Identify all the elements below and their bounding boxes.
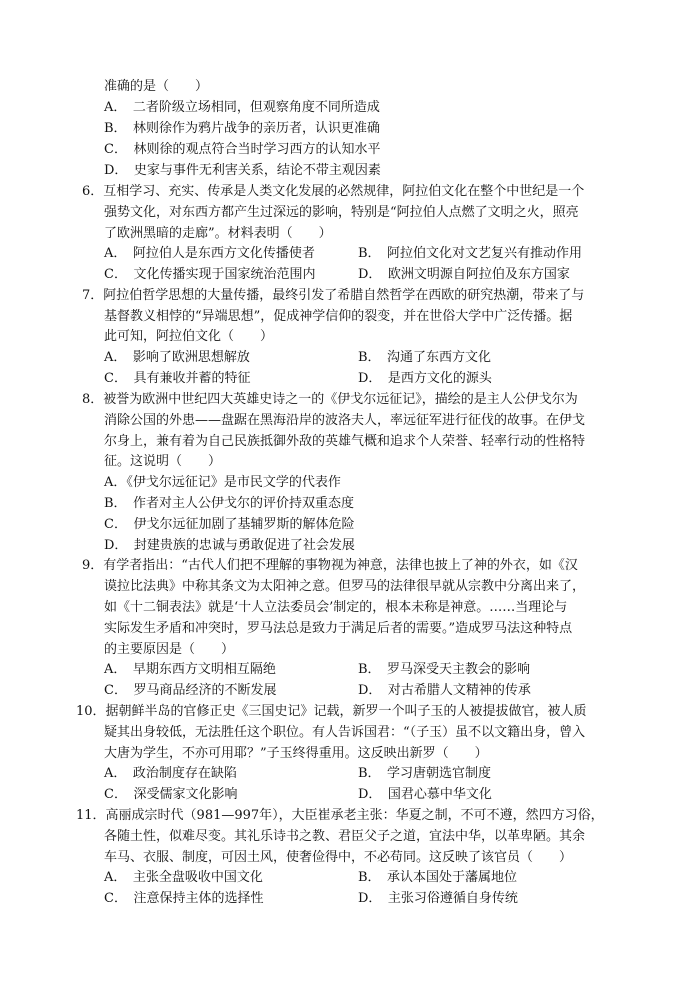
question-9-stem: 的主要原因是（ ）	[104, 642, 235, 657]
question-10-option-a: A． 政治制度存在缺陷	[104, 766, 237, 781]
option-c: C． 林则徐的观点符合当时学习西方的认知水平	[104, 142, 381, 157]
question-11-option-d: D． 主张习俗遵循自身传统	[358, 891, 518, 906]
question-9-option-a: A． 早期东西方文明相互隔绝	[104, 662, 276, 677]
question-8-stem: 消除公国的外患——盘踞在黑海沿岸的波洛夫人，率远征军进行征伐的故事。在伊戈	[104, 413, 586, 428]
question-8-option-a: A．《伊戈尔远征记》是市民文学的代表作	[104, 475, 341, 490]
question-11-option-a: A． 主张全盘吸收中国文化	[104, 870, 263, 885]
question-8-option-c: C． 伊戈尔远征加剧了基辅罗斯的解体危险	[104, 517, 355, 532]
question-9-option-b: B． 罗马深受天主教会的影响	[358, 662, 531, 677]
question-7-stem: 7．阿拉伯哲学思想的大量传播，最终引发了希腊自然哲学在西欧的研究热潮，带来了与	[82, 288, 585, 303]
option-a: A． 二者阶级立场相同，但观察角度不同所造成	[104, 100, 380, 115]
question-6-option-a: A． 阿拉伯人是东西方文化传播使者	[104, 246, 315, 261]
question-10-stem: 疑其出身较低，无法胜任这个职位。有人告诉国君：“（子玉）虽不以文籍出身，曾入	[104, 725, 586, 740]
question-8-option-b: B． 作者对主人公伊戈尔的评价持双重态度	[104, 496, 355, 511]
question-6-option-d: D． 欧洲文明源自阿拉伯及东方国家	[358, 267, 570, 282]
question-stem-continued: 准确的是（ ）	[104, 79, 209, 94]
question-7-option-c: C． 具有兼收并蓄的特征	[104, 371, 251, 386]
question-6-stem: 了欧洲黑暗的走廊”。材料表明（ ）	[104, 226, 332, 241]
question-7-option-d: D． 是西方文化的源头	[358, 371, 492, 386]
option-d: D． 史家与事件无利害关系，结论不带主观因素	[104, 163, 381, 178]
question-7-option-a: A． 影响了欧洲思想解放	[104, 350, 250, 365]
question-9-option-c: C． 罗马商品经济的不断发展	[104, 683, 277, 698]
question-10-option-b: B． 学习唐朝选官制度	[358, 766, 492, 781]
question-10-stem: 10．据朝鲜半岛的官修正史《三国史记》记载，新罗一个叫子玉的人被提拔做官，被人质	[76, 704, 587, 719]
question-6-option-c: C． 文化传播实现于国家统治范围内	[104, 267, 316, 282]
question-9-stem: 如《十二铜表法》就是‘十人立法委员会’制定的，根本未称是神意。……当理论与	[104, 600, 568, 615]
question-11-stem: 各随土性，似难尽变。其礼乐诗书之教、君臣父子之道，宜法中华，以革卑陋。其余	[104, 829, 586, 844]
question-6-option-b: B． 阿拉伯文化对文艺复兴有推动作用	[358, 246, 583, 261]
question-10-option-d: D． 国君心慕中华文化	[358, 787, 492, 802]
question-11-option-b: B． 承认本国处于藩属地位	[358, 870, 518, 885]
question-7-stem: 基督教义相悖的“异端思想”，促成神学信仰的裂变，并在世俗大学中广泛传播。据	[104, 309, 573, 324]
question-9-stem: 实际发生矛盾和冲突时，罗马法总是致力于满足后者的需要。”造成罗马法这种特点	[104, 621, 573, 636]
question-9-stem: 9．有学者指出：“古代人们把不理解的事物视为神意，法律也披上了神的外衣，如《汉	[82, 558, 578, 573]
question-9-option-d: D． 对古希腊人文精神的传承	[358, 683, 531, 698]
question-10-option-c: C． 深受儒家文化影响	[104, 787, 238, 802]
option-b: B． 林则徐作为鸦片战争的亲历者，认识更准确	[104, 121, 381, 136]
question-10-stem: 大唐为学生，不亦可用耶？”子玉终得重用。这反映出新罗（ ）	[104, 746, 488, 761]
question-8-stem: 征。这说明（ ）	[104, 454, 222, 469]
question-11-stem: 11．高丽成宗时代（981—997年），大臣崔承老主张：华夏之制，不可不遵，然四方习俗，	[76, 808, 604, 823]
question-8-stem: 尔身上，兼有着为自己民族抵御外敌的英雄气概和追求个人荣誉、轻率行动的性格特	[104, 434, 586, 449]
question-11-stem: 车马、衣服、制度，可因土风，使奢俭得中，不必苟同。这反映了该官员（ ）	[104, 850, 573, 865]
question-9-stem: 谟拉比法典》中称其条文为太阳神之意。但罗马的法律很早就从宗教中分离出来了，	[104, 579, 586, 594]
question-11-option-c: C． 注意保持主体的选择性	[104, 891, 264, 906]
question-7-stem: 此可知，阿拉伯文化（ ）	[104, 329, 274, 344]
question-8-option-d: D． 封建贵族的忠诚与勇敢促进了社会发展	[104, 538, 355, 553]
question-6-stem: 6．互相学习、充实、传承是人类文化发展的必然规律，阿拉伯文化在整个中世纪是一个	[82, 184, 585, 199]
question-6-stem: 强势文化，对东西方都产生过深远的影响，特别是“阿拉伯人点燃了文明之火，照亮	[104, 205, 579, 220]
question-8-stem: 8．被誉为欧洲中世纪四大英雄史诗之一的《伊戈尔远征记》，描绘的是主人公伊戈尔为	[82, 392, 578, 407]
question-7-option-b: B． 沟通了东西方文化	[358, 350, 492, 365]
